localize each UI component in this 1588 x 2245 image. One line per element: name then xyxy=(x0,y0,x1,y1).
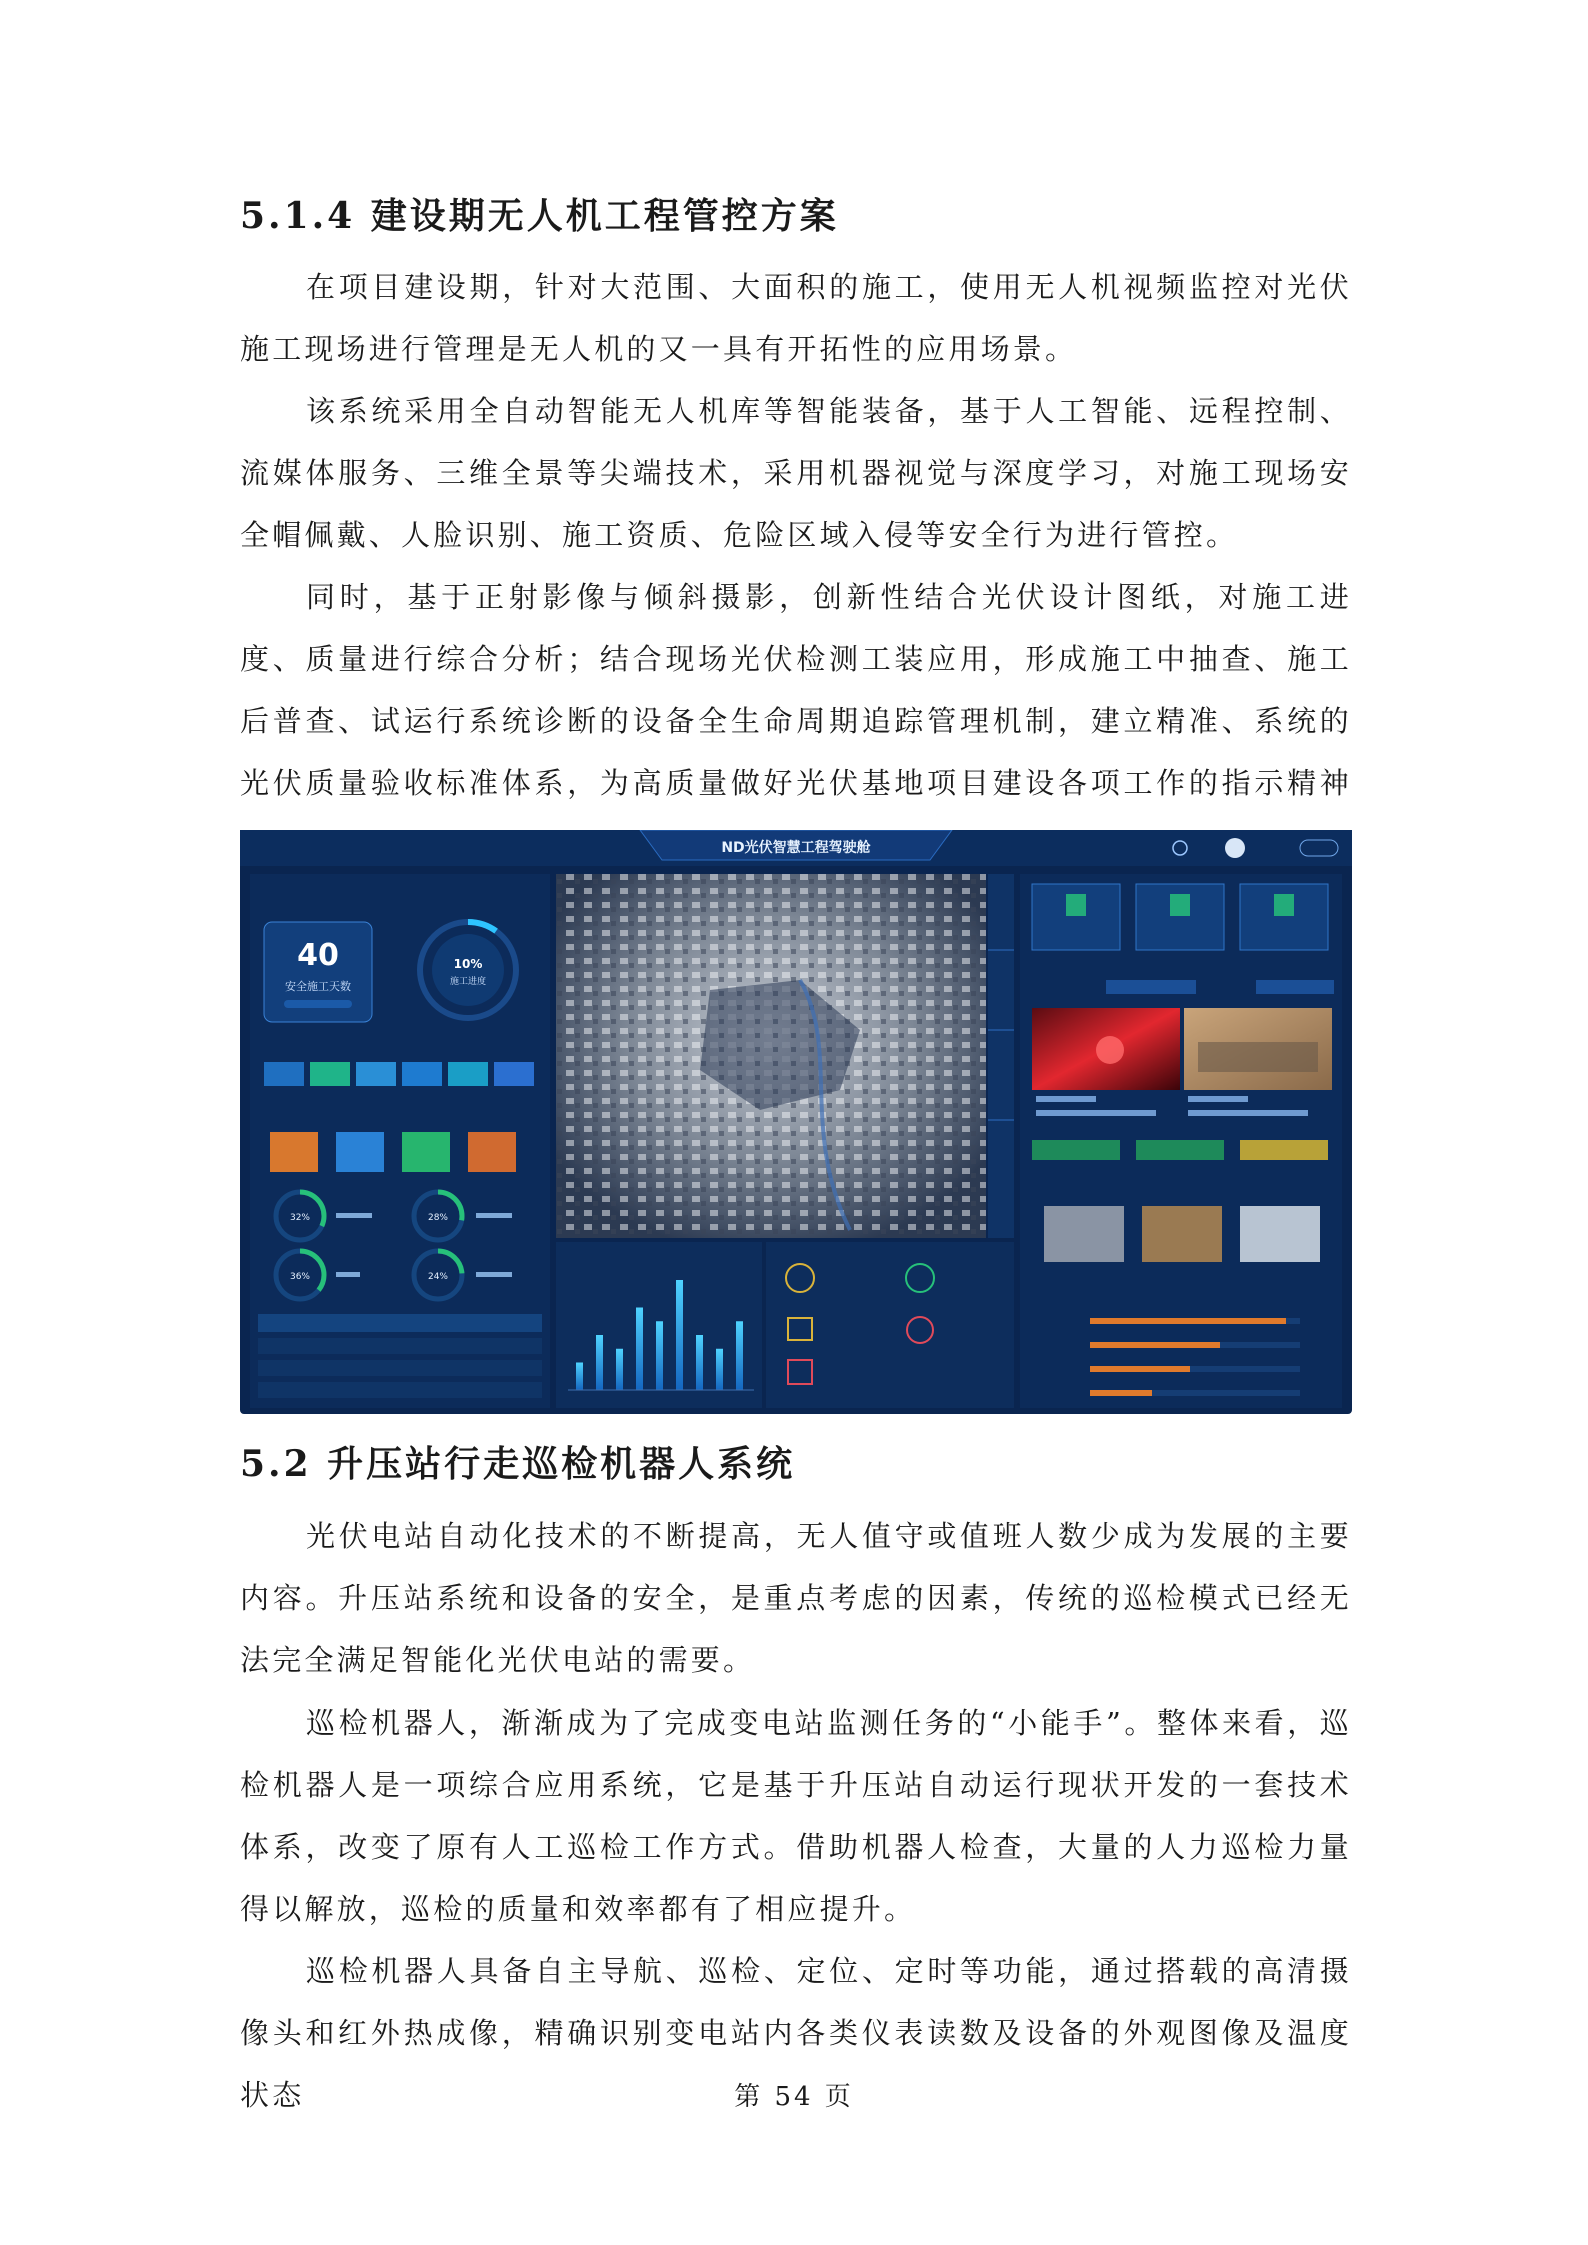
stat-card xyxy=(1240,884,1328,950)
progress-label: 施工进度 xyxy=(449,977,487,987)
chart-bar xyxy=(736,1321,743,1390)
camera-thumbnail[interactable] xyxy=(1142,1206,1222,1262)
select-dropdown[interactable] xyxy=(1106,980,1196,994)
paragraph: 巡检机器人，渐渐成为了完成变电站监测任务的“小能手”。整体来看，巡检机器人是一项综合应用系统，它是基于升压站自动运行现状开发的一套技术体系，改变了原有人工巡检工作方式。借助机器人检查，大量的人力巡检力量得以解放，巡检的质量和效率都有了相应提升。 xyxy=(240,1706,1352,1926)
paragraph: 光伏电站自动化技术的不断提高，无人值守或值班人数少成为发展的主要内容。升压站系统和设备的安全，是重点考虑的因素，传统的巡检模式已经无法完全满足智能化光伏电站的需要。 xyxy=(240,1519,1352,1677)
progress-value: 10% xyxy=(453,957,483,971)
chart-bar xyxy=(716,1349,723,1390)
dashboard-screenshot-figure xyxy=(240,830,1352,1414)
paragraph: 在项目建设期，针对大范围、大面积的施工，使用无人机视频监控对光伏施工现场进行管理是无人机的又一具有开拓性的应用场景。 xyxy=(240,270,1352,366)
chart-bar xyxy=(596,1335,603,1390)
metric-tile xyxy=(336,1132,384,1172)
vertical-nav[interactable] xyxy=(988,874,1014,1238)
metric-tile xyxy=(468,1132,516,1172)
select-dropdown[interactable] xyxy=(1256,980,1334,994)
stat-card xyxy=(1136,884,1224,950)
dashboard-title: ND光伏智慧工程驾驶舱 xyxy=(721,840,871,856)
action-button[interactable] xyxy=(1032,1140,1120,1160)
stat-card xyxy=(1032,884,1120,950)
camera-thumbnail[interactable] xyxy=(1240,1206,1320,1262)
safety-days-label: 安全施工天数 xyxy=(285,980,351,993)
section-heading-5-2: 5.2 升压站行走巡检机器人系统 xyxy=(240,1443,796,1485)
metric-tile xyxy=(270,1132,318,1172)
camera-thumbnail[interactable] xyxy=(1044,1206,1124,1262)
metric-tile xyxy=(402,1132,450,1172)
safety-days-value: 40 xyxy=(297,938,339,973)
svg-text:24%: 24% xyxy=(427,1272,449,1282)
chart-bar xyxy=(676,1280,683,1390)
chart-bar xyxy=(576,1363,583,1391)
svg-text:36%: 36% xyxy=(289,1272,311,1282)
dashboard-image xyxy=(240,830,1352,1414)
chart-bar xyxy=(636,1308,643,1391)
action-button[interactable] xyxy=(1136,1140,1224,1160)
svg-text:32%: 32% xyxy=(289,1213,311,1223)
page-footer: 第 54 页 xyxy=(734,2082,854,2112)
chart-bar xyxy=(656,1321,663,1390)
paragraph: 该系统采用全自动智能无人机库等智能装备，基于人工智能、远程控制、流媒体服务、三维全景等尖端技术，采用机器视觉与深度学习，对施工现场安全帽佩戴、人脸识别、施工资质、危险区域入侵等安全行为进行管控。 xyxy=(240,394,1352,552)
action-button[interactable] xyxy=(1240,1140,1328,1160)
section-heading-5-1-4: 5.1.4 建设期无人机工程管控方案 xyxy=(240,195,839,237)
chart-bar xyxy=(696,1335,703,1390)
avatar[interactable] xyxy=(1225,838,1245,858)
paragraph: 巡检机器人具备自主导航、巡检、定位、定时等功能，通过搭载的高清摄像头和红外热成像，精确识别变电站内各类仪表读数及设备的外观图像及温度状态 xyxy=(240,1954,1352,2112)
paragraph: 同时，基于正射影像与倾斜摄影，创新性结合光伏设计图纸，对施工进度、质量进行综合分析；结合现场光伏检测工装应用，形成施工中抽查、施工后普查、试运行系统诊断的设备全生命周期追踪管理机制，建立精准、系统的光伏质量验收标准体系，为高质量做好光伏基地项目建设各项工作的指示精神 xyxy=(240,580,1352,800)
svg-text:28%: 28% xyxy=(427,1213,449,1223)
chart-bar xyxy=(616,1349,623,1390)
